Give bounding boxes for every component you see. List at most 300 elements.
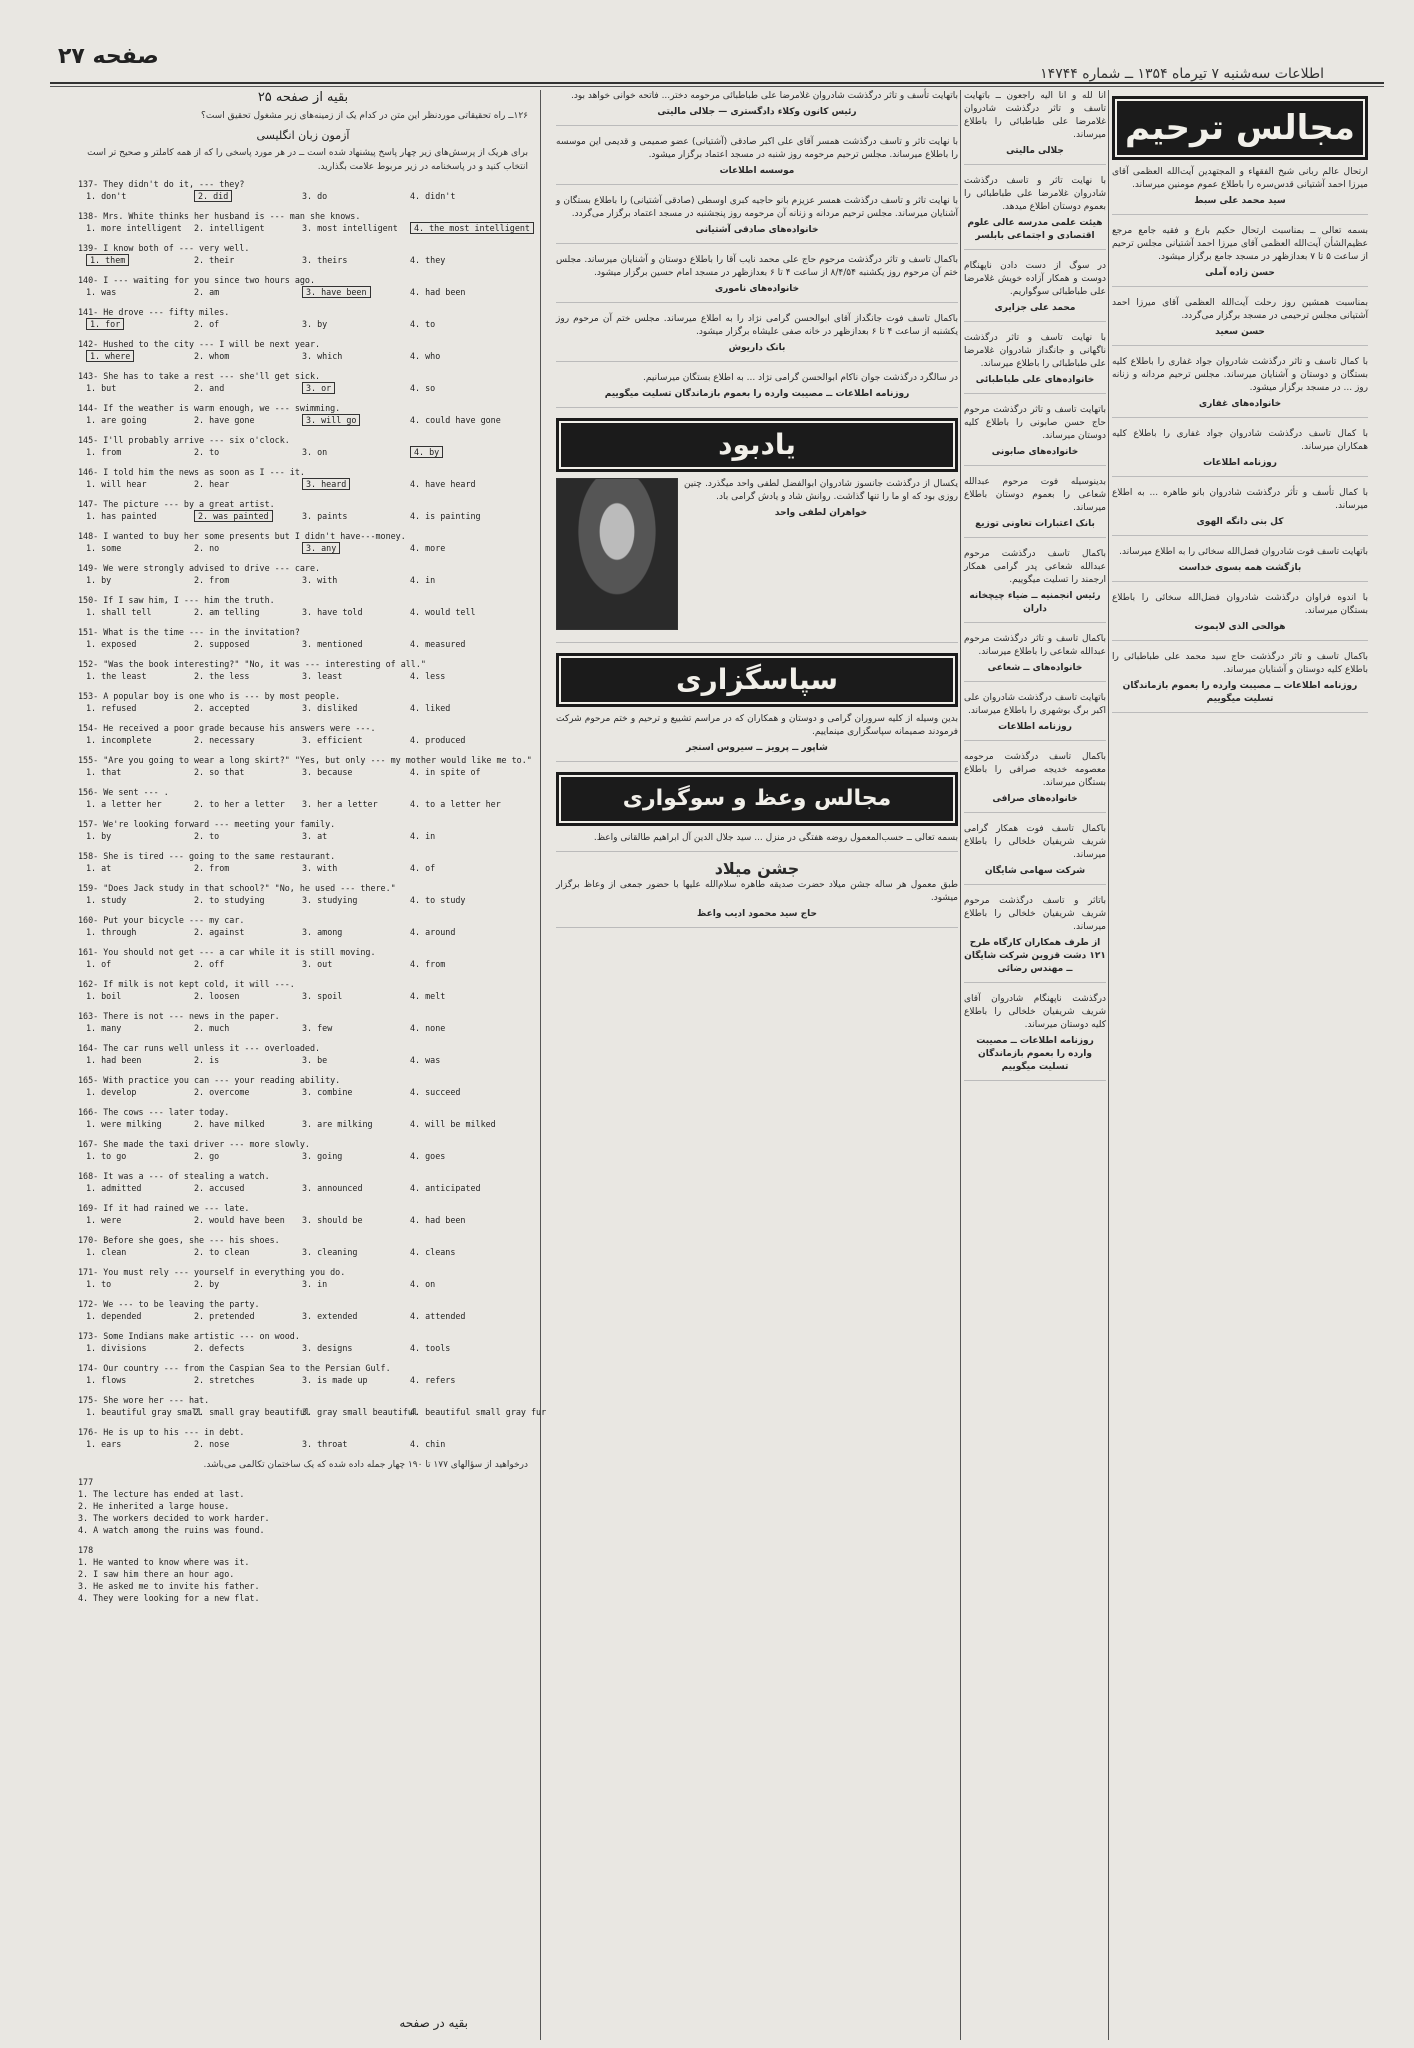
answer-option-text: 3. with xyxy=(302,863,338,873)
question-number: 170 xyxy=(78,1235,94,1245)
answer-option-text: 3. out xyxy=(302,959,333,969)
question-stem: - If I saw him, I --- him the truth. xyxy=(93,595,275,605)
answer-option xyxy=(302,990,410,1002)
answer-option-text: 3. few xyxy=(302,1023,333,1033)
yadbood-banner: یادبود xyxy=(556,418,958,472)
question-stem: - She has to take a rest --- she'll get sick. xyxy=(93,371,321,381)
question-text xyxy=(78,1138,528,1150)
answer-option-text: 3. have been xyxy=(302,286,371,298)
question-options xyxy=(78,702,528,714)
answer-option-text: 4. in xyxy=(410,575,436,585)
question-number: 171 xyxy=(78,1267,94,1277)
question-number: 147 xyxy=(78,499,94,509)
question-text xyxy=(78,466,528,478)
answer-option xyxy=(302,1150,410,1162)
question-stem: - The car runs well unless it --- overloaded. xyxy=(93,1043,321,1053)
answer-option-text: 4. goes xyxy=(410,1151,446,1161)
notice-body: با اندوه فراوان درگذشت شادروان فضل‌الله سخائی را باطلاع بستگان میرساند. xyxy=(1112,593,1368,616)
sepas-banner: سپاسگزاری xyxy=(556,653,958,707)
answer-option-text: 4. to study xyxy=(410,895,466,905)
question-options xyxy=(78,734,528,746)
answer-option xyxy=(410,1342,518,1354)
question-options xyxy=(78,862,528,874)
condolence-notice xyxy=(1112,356,1368,418)
question-text xyxy=(78,626,528,638)
question-stem: - I wanted to buy her some presents but I didn't have---money. xyxy=(93,531,406,541)
answer-option xyxy=(86,990,194,1002)
answer-option xyxy=(302,606,410,618)
answer-option-text: 3. designs xyxy=(302,1343,353,1353)
answer-option xyxy=(194,958,302,970)
answer-option xyxy=(302,1310,410,1322)
notice-body: باکمال تاسف و تاثر درگذشت مرحوم عبدالله شعاعی را باطلاع میرساند. xyxy=(964,634,1106,657)
answer-option-text: 4. less xyxy=(410,671,446,681)
exam-question xyxy=(78,1106,528,1130)
condolence-notice xyxy=(964,895,1106,983)
answer-option xyxy=(302,286,410,298)
question-stem: - I --- waiting for you since two hours ago. xyxy=(93,275,315,285)
condolence-notice xyxy=(1112,592,1368,641)
question-options xyxy=(78,350,528,362)
answer-option xyxy=(194,254,302,266)
answer-option xyxy=(194,798,302,810)
answer-option xyxy=(86,798,194,810)
answer-option xyxy=(194,1086,302,1098)
section2-note: درخواهید از سؤالهای ۱۷۷ تا ۱۹۰ چهار جمله داده شده که یک ساختمان تکالمی می‌باشد. xyxy=(203,1460,528,1470)
question-number: 139 xyxy=(78,243,94,253)
answer-option-text: 2. accused xyxy=(194,1183,245,1193)
answer-option xyxy=(410,1214,518,1226)
notice-body: باتهایت تأسف و تاثر درگذشت شادروان غلامرضا علی طباطبائی مرحومه دختر... فاتحه خوانی خواهد بود. xyxy=(571,91,958,101)
answer-option-text: 1. don't xyxy=(86,191,127,201)
sepas-notice xyxy=(556,713,958,762)
answer-option xyxy=(86,446,194,458)
answer-option xyxy=(194,1150,302,1162)
question-options xyxy=(78,574,528,586)
exam-question xyxy=(78,1010,528,1034)
answer-option-text: 1. admitted xyxy=(86,1183,142,1193)
answer-option xyxy=(410,318,518,330)
answer-option xyxy=(302,254,410,266)
answer-option-text: 3. combine xyxy=(302,1087,353,1097)
answer-option xyxy=(86,766,194,778)
answer-option-text: 4. attended xyxy=(410,1311,466,1321)
answer-option-text: 2. of xyxy=(194,319,220,329)
answer-option xyxy=(410,542,518,554)
answer-option xyxy=(86,1246,194,1258)
answer-option-text: 4. the most intelligent xyxy=(410,222,534,234)
question-stem: - Mrs. White thinks her husband is --- man she knows. xyxy=(93,211,361,221)
answer-option xyxy=(194,734,302,746)
question-text xyxy=(78,594,528,606)
question-text xyxy=(78,370,528,382)
question-options xyxy=(78,1054,528,1066)
answer-option xyxy=(194,1438,302,1450)
question-options xyxy=(78,606,528,618)
question-stem: - If it had rained we --- late. xyxy=(93,1203,250,1213)
notice-signature: روزنامه اطلاعات ــ مصیبت وارده را بعموم بازماندگان تسلیت میگوییم xyxy=(976,1036,1094,1072)
question-options xyxy=(78,1406,547,1418)
answer-option-text: 4. anticipated xyxy=(410,1183,481,1193)
answer-option-text: 2. whom xyxy=(194,351,230,361)
answer-option-text: 3. studying xyxy=(302,895,358,905)
answer-option xyxy=(86,926,194,938)
answer-option-text: 1. to go xyxy=(86,1151,127,1161)
answer-option-text: 2. have gone xyxy=(194,415,255,425)
answer-option-text: 4. cleans xyxy=(410,1247,456,1257)
question-options xyxy=(78,318,528,330)
answer-option xyxy=(410,606,518,618)
sepas-body: بدین وسیله از کلیه سروران گرامی و دوستان و همکاران که در مراسم تشییع و ترحیم و ختم مرحوم شرکت فرمودند صمیمانه سپاسگزاری مینماییم. xyxy=(556,714,958,737)
answer-option-text: 4. to xyxy=(410,319,436,329)
answer-option-text: 2. from xyxy=(194,575,230,585)
question-number: 152 xyxy=(78,659,94,669)
answer-option-text: 1. by xyxy=(86,575,112,585)
answer-option xyxy=(86,1374,194,1386)
question-text xyxy=(78,658,528,670)
question-number: 149 xyxy=(78,563,94,573)
answer-option-text: 2. overcome xyxy=(194,1087,250,1097)
yadbood-body: یکسال از درگذشت جانسوز شادروان ابوالفضل لطفی واحد میگذرد. چنین روزی بود که او ما را تنها گذاشت. روانش شاد و یادش گرامی باد. xyxy=(684,479,958,502)
vaz-body: بسمه تعالی ــ حسب‌المعمول روضه هفتگی در منزل ... سید جلال الدین آل ابراهیم طالقانی واعظ. xyxy=(593,833,958,843)
condolence-notice xyxy=(964,633,1106,682)
question-options xyxy=(78,1150,528,1162)
question-text xyxy=(78,178,528,190)
question-options xyxy=(78,830,528,842)
notice-signature: حسن سعید xyxy=(1215,327,1265,337)
answer-option xyxy=(302,510,410,522)
notice-body: با نهایت تاثر و تاسف درگذشت شادروان غلامرضا علی طباطبائی را بعموم دوستان اطلاع میدهد. xyxy=(964,176,1106,212)
notice-body: بمناسبت همشین روز رحلت آیت‌الله العظمی آقای میرزا احمد آشتیانی مجلس ترحیمی در مسجد برگزار می‌گردد. xyxy=(1112,298,1368,321)
question-options xyxy=(78,1246,528,1258)
answer-option xyxy=(86,478,194,490)
sentence-option: 4. A watch among the ruins was found. xyxy=(78,1525,265,1535)
question-text xyxy=(78,690,528,702)
answer-option xyxy=(302,478,410,490)
answer-option xyxy=(86,1310,194,1322)
exam-question xyxy=(78,722,528,746)
condolence-notice xyxy=(556,90,958,126)
answer-option xyxy=(86,702,194,714)
exam-question xyxy=(78,1234,528,1258)
question-text xyxy=(78,498,528,510)
condolence-notice xyxy=(1112,487,1368,536)
question-options xyxy=(78,222,528,234)
answer-option xyxy=(194,190,302,202)
question-options xyxy=(78,958,528,970)
exam-question xyxy=(78,274,528,298)
notice-signature: کل بنی دانگه الهوی xyxy=(1196,517,1284,527)
answer-option xyxy=(302,1022,410,1034)
exam-question xyxy=(78,690,528,714)
answer-option xyxy=(86,254,194,266)
answer-option xyxy=(194,830,302,842)
answer-option-text: 2. their xyxy=(194,255,235,265)
question-options xyxy=(78,478,528,490)
question-options xyxy=(78,1310,528,1322)
question-options xyxy=(78,1374,528,1386)
answer-option-text: 2. and xyxy=(194,383,225,393)
exam-question xyxy=(78,1330,528,1354)
middle-right-column xyxy=(964,90,1106,1091)
answer-option-text: 4. in xyxy=(410,831,436,841)
answer-option xyxy=(86,638,194,650)
answer-option-text: 2. to her a letter xyxy=(194,799,285,809)
answer-option-text: 3. extended xyxy=(302,1311,358,1321)
answer-option-text: 1. were xyxy=(86,1215,122,1225)
answer-option xyxy=(410,734,518,746)
question-177 xyxy=(78,1476,528,1536)
notice-signature: خانواده‌های صابونی xyxy=(991,447,1079,457)
question-number: 177 xyxy=(78,1477,94,1487)
question-text xyxy=(78,1170,528,1182)
answer-option xyxy=(410,1150,518,1162)
answer-option-text: 2. pretended xyxy=(194,1311,255,1321)
answer-option xyxy=(302,638,410,650)
notice-signature: رئیس انجمنیه ــ ضیاء چیچخانه داران xyxy=(969,591,1101,614)
answer-option xyxy=(302,830,410,842)
answer-option-text: 2. against xyxy=(194,927,245,937)
exam-question xyxy=(78,1202,528,1226)
answer-option-text: 1. boil xyxy=(86,991,122,1001)
answer-option-text: 4. more xyxy=(410,543,446,553)
notice-body: باتاثر و تاسف درگذشت مرحوم شریف شریفیان خلخالی را باطلاع میرساند. xyxy=(964,896,1106,932)
answer-option-text: 2. no xyxy=(194,543,220,553)
answer-option xyxy=(194,318,302,330)
question-number: 162 xyxy=(78,979,94,989)
exam-question xyxy=(78,178,528,202)
answer-option xyxy=(86,1118,194,1130)
answer-option-text: 4. beautiful small gray fur xyxy=(410,1407,547,1417)
question-number: 138 xyxy=(78,211,94,221)
answer-option xyxy=(302,318,410,330)
notice-body: ارتحال عالم ربانی شیخ الفقهاء و المجتهدین آیت‌الله العظمی آقای میرزا احمد آشتیانی قدس‌سره را باطلاع عموم مومنین میرساند. xyxy=(1112,167,1368,190)
answer-option-text: 2. am telling xyxy=(194,607,260,617)
answer-option xyxy=(410,1246,518,1258)
notice-signature: روزنامه اطلاعات xyxy=(998,722,1072,732)
answer-option-text: 1. develop xyxy=(86,1087,137,1097)
answer-option-text: 3. at xyxy=(302,831,328,841)
answer-option xyxy=(194,446,302,458)
notice-signature: جلالی مالیتی xyxy=(1006,146,1064,156)
answer-option xyxy=(86,1438,194,1450)
answer-option xyxy=(302,734,410,746)
answer-option xyxy=(194,702,302,714)
notice-body: در سالگرد درگذشت جوان ناکام ابوالحسن گرامی نژاد ... به اطلاع بستگان میرسانیم. xyxy=(643,373,958,383)
answer-option xyxy=(410,254,518,266)
continued-on: بقیه در صفحه xyxy=(399,2016,468,2030)
question-text xyxy=(78,946,528,958)
question-stem: - What is the time --- in the invitation? xyxy=(93,627,300,637)
answer-option-text: 3. is made up xyxy=(302,1375,368,1385)
header-rule xyxy=(50,82,1384,84)
notice-body: با کمال تاسف درگذشت شادروان جواد غفاری را باطلاع کلیه همکاران میرساند. xyxy=(1112,429,1368,452)
answer-option-text: 3. going xyxy=(302,1151,343,1161)
answer-option xyxy=(410,382,518,394)
question-number: 165 xyxy=(78,1075,94,1085)
answer-option xyxy=(302,350,410,362)
answer-option-text: 2. off xyxy=(194,959,225,969)
answer-option xyxy=(410,478,518,490)
milad-body: طبق معمول هر ساله جشن میلاد حضرت صدیقه طاهره سلام‌الله علیها با حضور جمعی از وعاظ برگزار میشود. xyxy=(556,880,958,903)
question-text xyxy=(78,786,528,798)
exam-question xyxy=(78,1362,528,1386)
answer-option xyxy=(194,478,302,490)
answer-option-text: 2. supposed xyxy=(194,639,250,649)
exam-question xyxy=(78,1394,547,1418)
question-stem: - If the weather is warm enough, we --- swimming. xyxy=(93,403,341,413)
question-stem: - The cows --- later today. xyxy=(93,1107,230,1117)
middle-column xyxy=(556,90,958,938)
answer-option xyxy=(194,510,302,522)
exam-question xyxy=(78,754,532,778)
answer-option xyxy=(410,894,518,906)
answer-option xyxy=(86,1022,194,1034)
sentence-option: 3. The workers decided to work harder. xyxy=(78,1513,270,1523)
question-number: 160 xyxy=(78,915,94,925)
answer-option-text: 3. her a letter xyxy=(302,799,378,809)
question-list xyxy=(78,178,547,1450)
question-number: 159 xyxy=(78,883,94,893)
exam-question xyxy=(78,626,528,650)
column-divider xyxy=(960,90,961,2040)
answer-option-text: 3. which xyxy=(302,351,343,361)
answer-option-text: 1. clean xyxy=(86,1247,127,1257)
answer-option-text: 3. least xyxy=(302,671,343,681)
condolence-notice xyxy=(964,90,1106,165)
notice-signature: روزنامه اطلاعات ــ مصیبت وارده را بعموم بازماندگان تسلیت میگوییم xyxy=(1122,681,1358,704)
answer-option xyxy=(410,798,518,810)
answer-option-text: 3. mentioned xyxy=(302,639,363,649)
answer-option xyxy=(194,670,302,682)
question-text xyxy=(78,530,528,542)
answer-option xyxy=(194,1310,302,1322)
answer-option-text: 3. heard xyxy=(302,478,350,490)
notice-body: باکمال تاسف و تاثر درگذشت حاج سید محمد علی طباطبائی را باطلاع کلیه دوستان و آشنایان میرساند. xyxy=(1112,652,1368,675)
condolence-notice xyxy=(1112,546,1368,582)
answer-option-text: 2. intelligent xyxy=(194,223,265,233)
question-stem: - She is tired --- going to the same restaurant. xyxy=(93,851,336,861)
question-options xyxy=(78,446,528,458)
exam-question xyxy=(78,466,528,490)
answer-option-text: 4. is painting xyxy=(410,511,481,521)
answer-option xyxy=(302,766,410,778)
answer-option-text: 1. that xyxy=(86,767,122,777)
notice-signature: خانواده‌های علی طباطبائی xyxy=(975,375,1095,385)
question-number: 168 xyxy=(78,1171,94,1181)
question-text xyxy=(78,1010,528,1022)
answer-option-text: 3. have told xyxy=(302,607,363,617)
question-stem: - We sent --- . xyxy=(93,787,169,797)
notice-body: با کمال تأسف و تأثر درگذشت شادروان بانو طاهره ... به اطلاع میرساند. xyxy=(1112,488,1368,511)
answer-option-text: 3. with xyxy=(302,575,338,585)
condolence-notice xyxy=(964,476,1106,538)
answer-option xyxy=(410,830,518,842)
notice-signature: موسسه اطلاعات xyxy=(719,166,795,176)
masthead: اطلاعات سه‌شنبه ۷ تیرماه ۱۳۵۴ ــ شماره ۱۴۷۴۴ xyxy=(1040,66,1324,82)
exam-question xyxy=(78,786,528,810)
answer-option-text: 4. could have gone xyxy=(410,415,501,425)
question-options xyxy=(78,1438,528,1450)
answer-option-text: 4. melt xyxy=(410,991,446,1001)
answer-option-text: 1. will hear xyxy=(86,479,147,489)
answer-option xyxy=(410,1118,518,1130)
exam-question xyxy=(78,818,528,842)
answer-option-text: 1. were milking xyxy=(86,1119,162,1129)
answer-option-text: 2. necessary xyxy=(194,735,255,745)
answer-option xyxy=(194,382,302,394)
answer-option-text: 3. or xyxy=(302,382,335,394)
question-options xyxy=(78,414,528,426)
notice-signature: بازگشت همه بسوی خداست xyxy=(1178,563,1302,573)
answer-option-text: 4. chin xyxy=(410,1439,446,1449)
answer-option xyxy=(410,1278,518,1290)
answer-option xyxy=(410,350,518,362)
answer-option-text: 3. should be xyxy=(302,1215,363,1225)
answer-option-text: 4. was xyxy=(410,1055,441,1065)
answer-option-text: 3. most intelligent xyxy=(302,223,398,233)
question-stem: - I know both of --- very well. xyxy=(93,243,250,253)
answer-option-text: 3. theirs xyxy=(302,255,348,265)
answer-option xyxy=(302,1182,410,1194)
answer-option xyxy=(302,190,410,202)
portrait-photo xyxy=(556,478,678,630)
question-number: 163 xyxy=(78,1011,94,1021)
answer-option-text: 2. loosen xyxy=(194,991,240,1001)
answer-option xyxy=(410,1406,547,1418)
question-options xyxy=(78,766,528,778)
question-number: 173 xyxy=(78,1331,94,1341)
question-options xyxy=(78,1214,528,1226)
exam-question xyxy=(78,978,528,1002)
answer-option-text: 1. had been xyxy=(86,1055,142,1065)
answer-option-text: 3. by xyxy=(302,319,328,329)
exam-question xyxy=(78,498,528,522)
question-text xyxy=(78,1394,528,1406)
notice-signature: بانک اعتبارات تعاونی توزیع xyxy=(975,519,1095,529)
exam-question xyxy=(78,1074,528,1098)
condolence-notice xyxy=(964,332,1106,394)
answer-option xyxy=(86,350,194,362)
condolence-notice xyxy=(964,548,1106,623)
exam-question xyxy=(78,1298,528,1322)
answer-option xyxy=(302,1278,410,1290)
question-stem: - We're looking forward --- meeting your family. xyxy=(93,819,336,829)
question-number: 154 xyxy=(78,723,94,733)
answer-option-text: 4. had been xyxy=(410,287,466,297)
question-number: 174 xyxy=(78,1363,94,1373)
answer-option-text: 4. will be milked xyxy=(410,1119,496,1129)
mid-notices xyxy=(556,90,958,408)
notice-signature: بانک داریوش xyxy=(728,343,786,353)
notice-body: باکمال تاسف درگذشت مرحومه معصومه خدیجه صرافی را باطلاع بستگان میرساند. xyxy=(964,752,1106,788)
answer-option xyxy=(86,414,194,426)
answer-option xyxy=(302,1054,410,1066)
answer-option-text: 3. will go xyxy=(302,414,360,426)
question-options xyxy=(78,254,528,266)
yadbood-sign: خواهران لطفی واحد xyxy=(774,508,868,518)
answer-option-text: 1. the least xyxy=(86,671,147,681)
question-number: 178 xyxy=(78,1545,94,1555)
answer-option xyxy=(302,1374,410,1386)
vaz-notice xyxy=(556,832,958,852)
answer-option xyxy=(194,894,302,906)
exam-section-title: آزمون زبان انگلیسی xyxy=(256,129,350,142)
question-text xyxy=(78,882,528,894)
question-text xyxy=(78,242,528,254)
answer-option xyxy=(302,1342,410,1354)
question-options xyxy=(78,190,528,202)
